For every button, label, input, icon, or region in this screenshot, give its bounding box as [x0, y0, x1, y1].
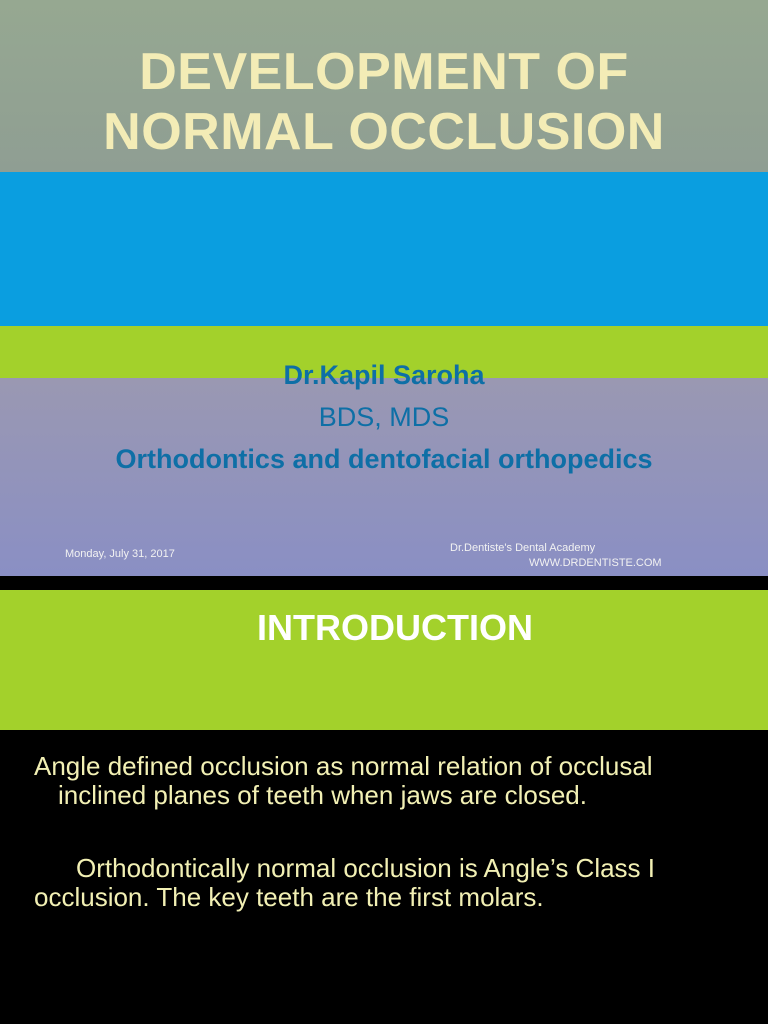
author-specialty: Orthodontics and dentofacial orthopedics [115, 444, 653, 474]
author-degrees: BDS, MDS [318, 402, 450, 432]
blue-band [0, 172, 768, 326]
intro-slide [0, 590, 768, 1024]
slide-title-line2: NORMAL OCCLUSION [103, 103, 665, 161]
academy-name: Dr.Dentiste's Dental Academy [450, 542, 596, 554]
intro-paragraph-1: Angle defined occlusion as normal relation of occlusal inclined planes of teeth when jaws are closed. [34, 751, 653, 810]
author-block [0, 354, 768, 480]
slide-date: Monday, July 31, 2017 [65, 548, 175, 560]
slide-title-line1: DEVELOPMENT OF [139, 43, 629, 101]
slide-title [0, 42, 768, 162]
academy-url: WWW.DRDENTISTE.COM [529, 557, 662, 569]
intro-body [34, 752, 744, 912]
author-name: Dr.Kapil Saroha [283, 360, 485, 390]
intro-heading: INTRODUCTION [257, 607, 533, 648]
intro-paragraph-2: Orthodontically normal occlusion is Angle’s Class I occlusion. The key teeth are the first molars. [34, 853, 656, 912]
slide-footer [450, 541, 662, 571]
slide-separator [0, 576, 768, 590]
